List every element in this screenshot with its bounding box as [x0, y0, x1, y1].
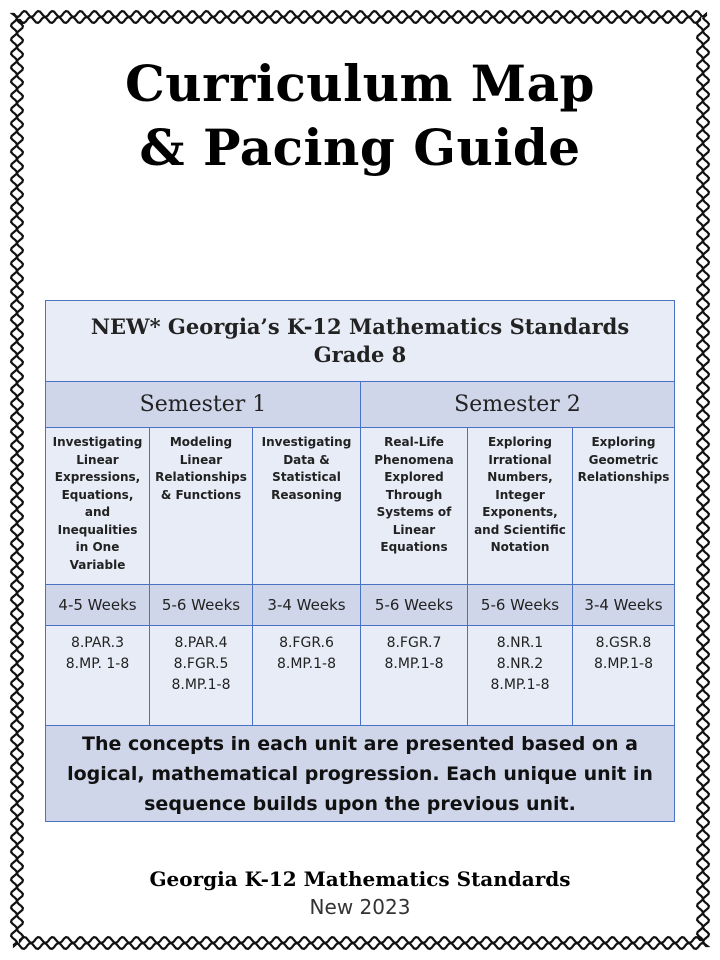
standard-code: 8.MP. 1-8 — [65, 656, 130, 672]
unit-weeks-2: 5-6 Weeks — [150, 585, 253, 626]
standards-title: Georgia K-12 Mathematics Standards — [149, 867, 571, 891]
standard-code: 8.MP.1-8 — [171, 677, 231, 693]
page-title-line2: & Pacing Guide — [139, 118, 581, 177]
standard-code: 8.PAR.3 — [70, 635, 125, 651]
table-header — [46, 301, 675, 382]
standard-code: 8.MP.1-8 — [490, 677, 550, 693]
unit-weeks-3: 3-4 Weeks — [253, 585, 361, 626]
unit-standards-6 — [573, 626, 675, 726]
unit-name-2: Modeling Linear Relationships & Functions — [150, 428, 253, 585]
pacing-table — [45, 300, 675, 822]
unit-weeks-4: 5-6 Weeks — [361, 585, 468, 626]
unit-standards-row — [46, 626, 675, 726]
standard-code: 8.NR.1 — [496, 635, 544, 651]
unit-standards-1 — [46, 626, 150, 726]
unit-weeks-1: 4-5 Weeks — [46, 585, 150, 626]
unit-weeks-6: 3-4 Weeks — [573, 585, 675, 626]
standard-code: 8.PAR.4 — [174, 635, 228, 651]
unit-standards-3 — [253, 626, 361, 726]
table-header-title: NEW* Georgia’s K-12 Mathematics Standards — [90, 314, 630, 339]
standard-code: 8.FGR.7 — [386, 635, 442, 651]
unit-name-3: Investigating Data & Statistical Reasoning — [253, 428, 361, 585]
standard-code: 8.NR.2 — [496, 656, 544, 672]
standard-code: 8.FGR.6 — [279, 635, 334, 651]
unit-weeks-row — [46, 585, 675, 626]
standards-year: New 2023 — [309, 895, 411, 919]
unit-name-4: Real-Life Phenomena Explored Through Systems of Linear Equations — [361, 428, 468, 585]
standard-code: 8.FGR.5 — [173, 656, 229, 672]
unit-weeks-5: 5-6 Weeks — [468, 585, 573, 626]
unit-name-1: Investigating Linear Expressions, Equations, and Inequalities in One Variable — [46, 428, 150, 585]
standard-code: 8.MP.1-8 — [384, 656, 444, 672]
unit-name-6: Exploring Geometric Relationships — [573, 428, 675, 585]
page-title — [0, 52, 720, 180]
unit-standards-5 — [468, 626, 573, 726]
standard-code: 8.MP.1-8 — [593, 656, 653, 672]
standard-code: 8.GSR.8 — [595, 635, 652, 651]
unit-names-row — [46, 428, 675, 585]
semester-2-header: Semester 2 — [361, 382, 675, 428]
table-footer-note: The concepts in each unit are presented based on a logical, mathematical progression. Each unique unit in sequence builds upon the previous unit. — [46, 726, 675, 822]
unit-standards-2 — [150, 626, 253, 726]
standard-code: 8.MP.1-8 — [276, 656, 336, 672]
unit-name-5: Exploring Irrational Numbers, Integer Exponents, and Scientific Notation — [468, 428, 573, 585]
table-header-grade: Grade 8 — [313, 342, 407, 367]
unit-standards-4 — [361, 626, 468, 726]
semester-1-header: Semester 1 — [46, 382, 361, 428]
page-title-line1: Curriculum Map — [125, 54, 595, 113]
